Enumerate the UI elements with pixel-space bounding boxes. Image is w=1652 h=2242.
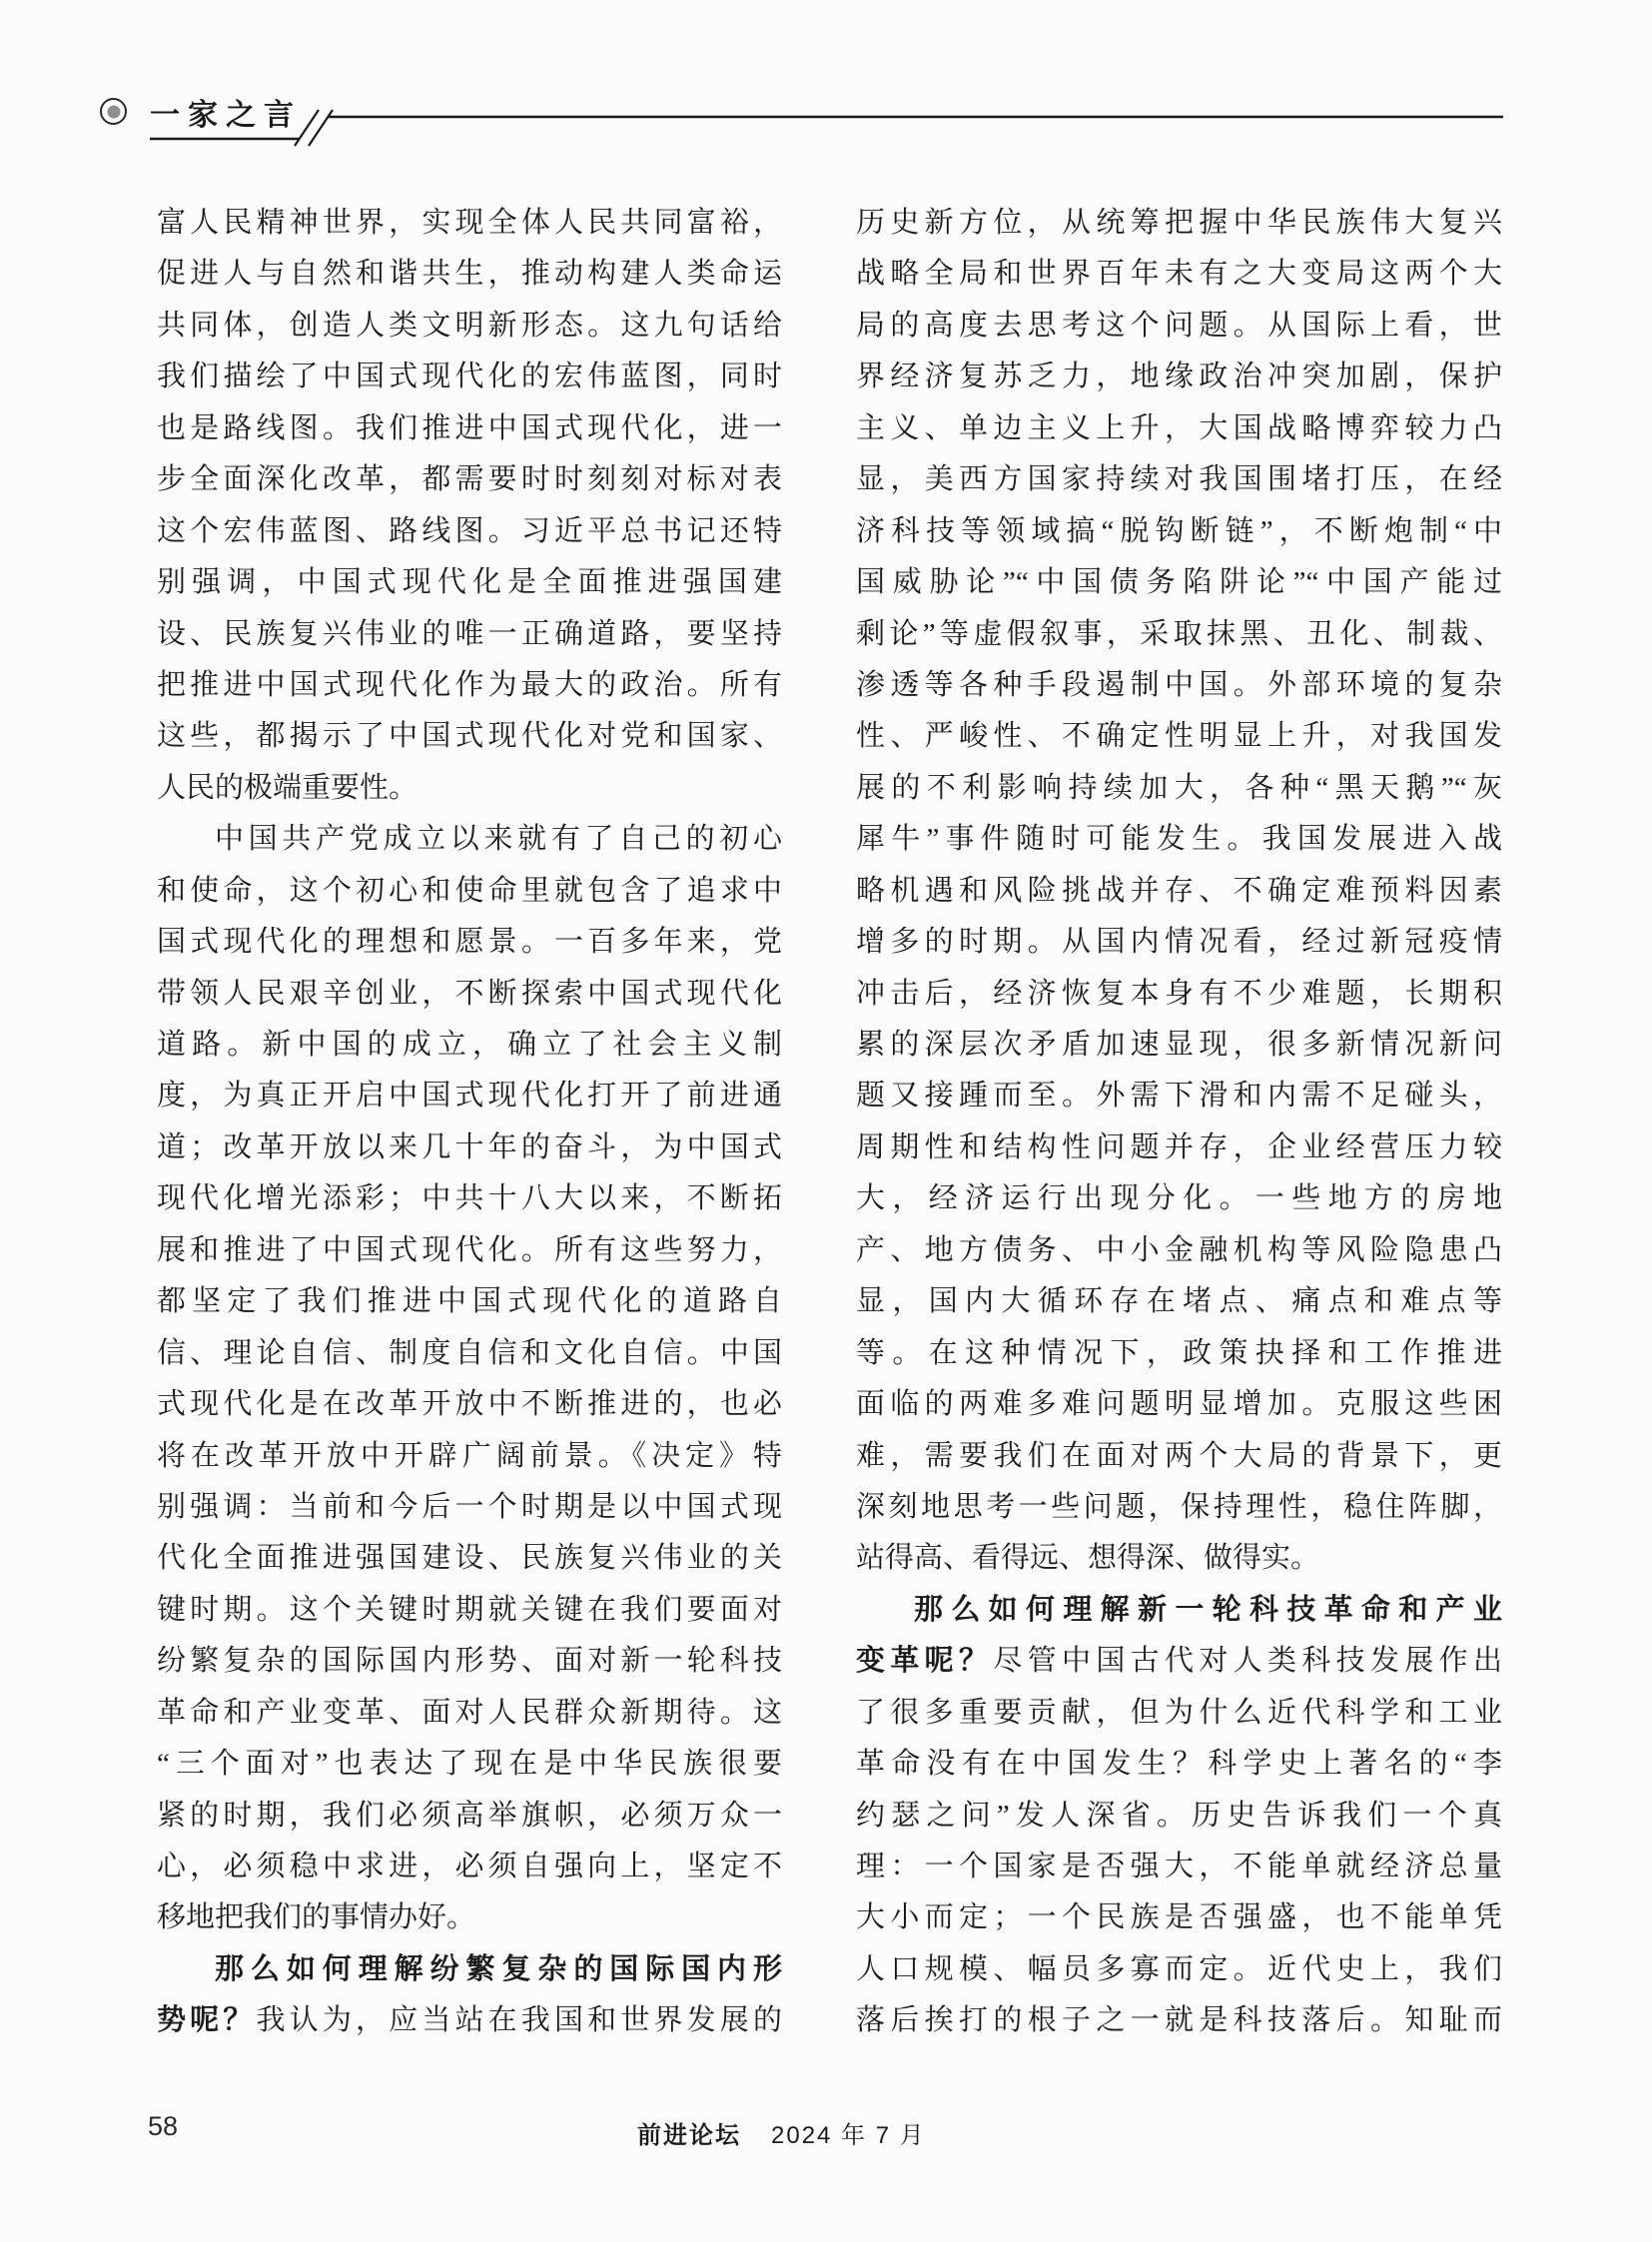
text-line — [157, 1995, 782, 2046]
text-line — [157, 1328, 782, 1379]
text-line — [157, 1533, 782, 1584]
text-line — [157, 711, 782, 762]
text-line — [856, 711, 1502, 762]
text-line — [856, 1020, 1502, 1071]
text-line — [157, 1585, 782, 1636]
text-segment: 我们描绘了中国式现代化的宏伟蓝图，同时 — [157, 361, 782, 393]
text-segment: 设、民族复兴伟业的唯一正确道路，要坚持 — [157, 617, 782, 650]
text-segment: 带领人民艰辛创业，不断探索中国式现代化 — [157, 977, 782, 1010]
text-segment: 度，为真正开启中国式现代化打开了前进通 — [157, 1080, 782, 1113]
text-line — [157, 403, 782, 454]
bold-text-segment: 那么如何理解纷繁复杂的国际国内形 — [215, 1952, 782, 1985]
text-line — [157, 866, 782, 917]
text-line — [856, 1225, 1502, 1276]
text-line — [856, 1688, 1502, 1739]
text-line — [856, 1328, 1502, 1379]
text-line — [856, 1482, 1502, 1533]
text-segment: 面临的两难多难问题明显增加。克服这些困 — [856, 1388, 1502, 1421]
text-segment: 略机遇和风险挑战并存、不确定难预料因素 — [856, 874, 1502, 907]
text-line — [157, 1225, 782, 1276]
text-segment: 尽管中国古代对人类科技发展作出 — [993, 1645, 1502, 1678]
header-rule — [138, 84, 1516, 148]
text-line — [856, 352, 1502, 402]
text-segment: 展和推进了中国式现代化。所有这些努力， — [157, 1233, 782, 1266]
text-line — [856, 198, 1502, 249]
text-segment: 别强调，中国式现代化是全面推进强国建 — [157, 566, 782, 599]
text-line — [856, 1585, 1502, 1636]
text-line — [157, 1122, 782, 1173]
text-segment: 冲击后，经济恢复本身有不少难题，长期积 — [856, 977, 1502, 1010]
section-bullet-icon — [100, 98, 127, 125]
text-segment: 心，必须稳中求进，必须自强向上，坚定不 — [157, 1851, 782, 1882]
text-segment: 人口规模、幅员多寡而定。近代史上，我们 — [856, 1952, 1502, 1985]
text-segment: 战略全局和世界百年未有之大变局这两个大 — [856, 258, 1502, 291]
text-segment: 展的不利影响持续加大，各种“黑天鹅”“灰 — [856, 771, 1502, 804]
text-segment: 式现代化是在改革开放中不断推进的，也必 — [157, 1388, 782, 1421]
text-line — [157, 1791, 782, 1842]
text-line — [856, 660, 1502, 711]
text-segment: 步全面深化改革，都需要时时刻刻对标对表 — [157, 463, 782, 496]
text-segment: 大，经济运行出现分化。一些地方的房地 — [856, 1182, 1502, 1215]
article-column-right — [856, 198, 1502, 2047]
text-segment: 显，国内大循环存在堵点、痛点和难点等 — [856, 1285, 1502, 1318]
text-line — [157, 352, 782, 402]
text-segment: 主义、单边主义上升，大国战略博弈较力凸 — [856, 411, 1502, 444]
text-segment: 站得高、看得远、想得深、做得实。 — [856, 1542, 1320, 1575]
text-segment: 将在改革开放中开辟广阔前景。《决定》特 — [157, 1439, 782, 1472]
page-number: 58 — [148, 2111, 179, 2141]
text-line — [856, 763, 1502, 814]
text-segment: 别强调：当前和今后一个时期是以中国式现 — [157, 1490, 782, 1523]
footer-center — [637, 2115, 926, 2150]
text-segment: 信、理论自信、制度自信和文化自信。中国 — [157, 1336, 782, 1369]
text-segment: 这个宏伟蓝图、路线图。习近平总书记还特 — [157, 514, 782, 547]
text-segment: 周期性和结构性问题并存，企业经营压力较 — [856, 1130, 1502, 1163]
text-segment: 局的高度去思考这个问题。从国际上看，世 — [856, 309, 1502, 342]
text-line — [157, 1020, 782, 1071]
section-title: 一家之言 — [150, 99, 302, 132]
text-line — [856, 1431, 1502, 1482]
text-segment: 界经济复苏乏力，地缘政治冲突加剧，保护 — [856, 361, 1502, 393]
text-line — [157, 454, 782, 505]
text-segment: 大小而定；一个民族是否强盛，也不能单凭 — [856, 1901, 1502, 1934]
text-line — [856, 1636, 1502, 1687]
text-line — [157, 969, 782, 1020]
text-segment: 了很多重要贡献，但为什么近代科学和工业 — [856, 1696, 1502, 1729]
journal-name: 前进论坛 — [637, 2122, 741, 2149]
text-line — [157, 1739, 782, 1790]
text-line — [856, 814, 1502, 865]
text-segment: 难，需要我们在面对两个大局的背景下，更 — [856, 1439, 1502, 1472]
text-segment: 理：一个国家是否强大，不能单就经济总量 — [856, 1851, 1502, 1882]
text-line — [856, 969, 1502, 1020]
bold-text-segment: 势呢？ — [157, 2004, 257, 2037]
text-segment: 代化全面推进强国建设、民族复兴伟业的关 — [157, 1542, 782, 1575]
text-segment: 产、地方债务、中小金融机构等风险隐患凸 — [856, 1233, 1502, 1266]
text-line — [856, 403, 1502, 454]
issue-date: 2024 年 7 月 — [771, 2122, 926, 2149]
text-segment: 这些，都揭示了中国式现代化对党和国家、 — [157, 720, 782, 753]
text-line — [157, 1173, 782, 1224]
text-segment: 道路。新中国的成立，确立了社会主义制 — [157, 1029, 782, 1061]
text-line — [157, 557, 782, 608]
text-line — [157, 917, 782, 968]
text-line — [856, 1995, 1502, 2046]
text-line — [856, 454, 1502, 505]
text-line — [157, 1892, 782, 1943]
text-segment: 移地把我们的事情办好。 — [157, 1901, 476, 1934]
text-segment: 性、严峻性、不确定性明显上升，对我国发 — [856, 720, 1502, 753]
text-line — [856, 1122, 1502, 1173]
text-line — [157, 301, 782, 352]
text-segment: 共同体，创造人类文明新形态。这九句话给 — [157, 309, 782, 342]
text-line — [856, 866, 1502, 917]
text-line — [856, 917, 1502, 968]
text-segment: 题又接踵而至。外需下滑和内需不足碰头， — [856, 1080, 1502, 1113]
text-line — [157, 249, 782, 300]
text-line — [157, 763, 782, 814]
text-line — [157, 1276, 782, 1327]
text-segment: 促进人与自然和谐共生，推动构建人类命运 — [157, 258, 782, 291]
text-line — [157, 1482, 782, 1533]
text-segment: 深刻地思考一些问题，保持理性，稳住阵脚， — [856, 1490, 1502, 1523]
text-line — [856, 1071, 1502, 1121]
text-line — [157, 1944, 782, 1995]
text-line — [856, 1892, 1502, 1943]
text-segment: 国式现代化的理想和愿景。一百多年来，党 — [157, 926, 782, 959]
text-segment: 键时期。这个关键时期就关键在我们要面对 — [157, 1593, 782, 1626]
text-line — [856, 506, 1502, 557]
text-segment: 累的深层次矛盾加速显现，很多新情况新问 — [856, 1029, 1502, 1061]
text-line — [856, 1533, 1502, 1584]
bullet-dot — [107, 105, 120, 118]
text-segment: 纷繁复杂的国际国内形势、面对新一轮科技 — [157, 1645, 782, 1678]
text-line — [157, 814, 782, 865]
text-line — [856, 1842, 1502, 1892]
text-segment: 国威胁论”“中国债务陷阱论”“中国产能过 — [856, 566, 1502, 599]
text-line — [856, 557, 1502, 608]
text-segment: 历史新方位，从统筹把握中华民族伟大复兴 — [856, 207, 1502, 239]
text-segment: 道；改革开放以来几十年的奋斗，为中国式 — [157, 1130, 782, 1163]
text-segment: 都坚定了我们推进中国式现代化的道路自 — [157, 1285, 782, 1318]
text-line — [157, 1379, 782, 1430]
text-segment: “三个面对”也表达了现在是中华民族很要 — [157, 1748, 782, 1781]
text-segment: 济科技等领域搞“脱钩断链”，不断炮制“中 — [856, 514, 1502, 547]
text-segment: 把推进中国式现代化作为最大的政治。所有 — [157, 668, 782, 701]
text-segment: 增多的时期。从国内情况看，经过新冠疫情 — [856, 926, 1502, 959]
text-segment: 渗透等各种手段遏制中国。外部环境的复杂 — [856, 668, 1502, 701]
text-segment: 剩论”等虚假叙事，采取抹黑、丑化、制裁、 — [856, 617, 1502, 650]
text-line — [157, 506, 782, 557]
text-segment: 革命没有在中国发生？科学史上著名的“李 — [856, 1748, 1502, 1781]
text-segment: 现代化增光添彩；中共十八大以来，不断拓 — [157, 1182, 782, 1215]
text-line — [856, 1173, 1502, 1224]
bold-text-segment: 变革呢？ — [856, 1645, 994, 1678]
text-segment: 人民的极端重要性。 — [157, 771, 418, 804]
text-segment: 紧的时期，我们必须高举旗帜，必须万众一 — [157, 1799, 782, 1832]
text-line — [157, 1071, 782, 1121]
text-segment: 落后挨打的根子之一就是科技落后。知耻而 — [856, 2004, 1502, 2037]
text-line — [157, 660, 782, 711]
text-segment: 革命和产业变革、面对人民群众新期待。这 — [157, 1696, 782, 1729]
bold-text-segment: 那么如何理解新一轮科技革命和产业 — [914, 1593, 1502, 1626]
text-segment: 约瑟之问”发人深省。历史告诉我们一个真 — [856, 1799, 1502, 1832]
article-column-left — [157, 198, 782, 2047]
text-segment: 犀牛”事件随时可能发生。我国发展进入战 — [856, 823, 1502, 856]
text-line — [856, 1276, 1502, 1327]
text-line — [157, 609, 782, 660]
text-line — [856, 301, 1502, 352]
text-line — [856, 249, 1502, 300]
text-segment: 等。在这种情况下，政策抉择和工作推进 — [856, 1336, 1502, 1369]
text-segment: 显，美西方国家持续对我国围堵打压，在经 — [856, 463, 1502, 496]
text-segment: 也是路线图。我们推进中国式现代化，进一 — [157, 411, 782, 444]
text-line — [157, 1842, 782, 1892]
text-segment: 和使命，这个初心和使命里就包含了追求中 — [157, 874, 782, 907]
text-line — [157, 1431, 782, 1482]
text-segment: 中国共产党成立以来就有了自己的初心 — [215, 823, 782, 856]
text-line — [157, 1688, 782, 1739]
text-line — [856, 1739, 1502, 1790]
text-line — [157, 198, 782, 249]
text-line — [856, 1791, 1502, 1842]
text-segment: 富人民精神世界，实现全体人民共同富裕， — [157, 207, 782, 239]
text-line — [157, 1636, 782, 1687]
text-line — [856, 1944, 1502, 1995]
text-segment: 我认为，应当站在我国和世界发展的 — [256, 2004, 782, 2037]
text-line — [856, 609, 1502, 660]
text-line — [856, 1379, 1502, 1430]
